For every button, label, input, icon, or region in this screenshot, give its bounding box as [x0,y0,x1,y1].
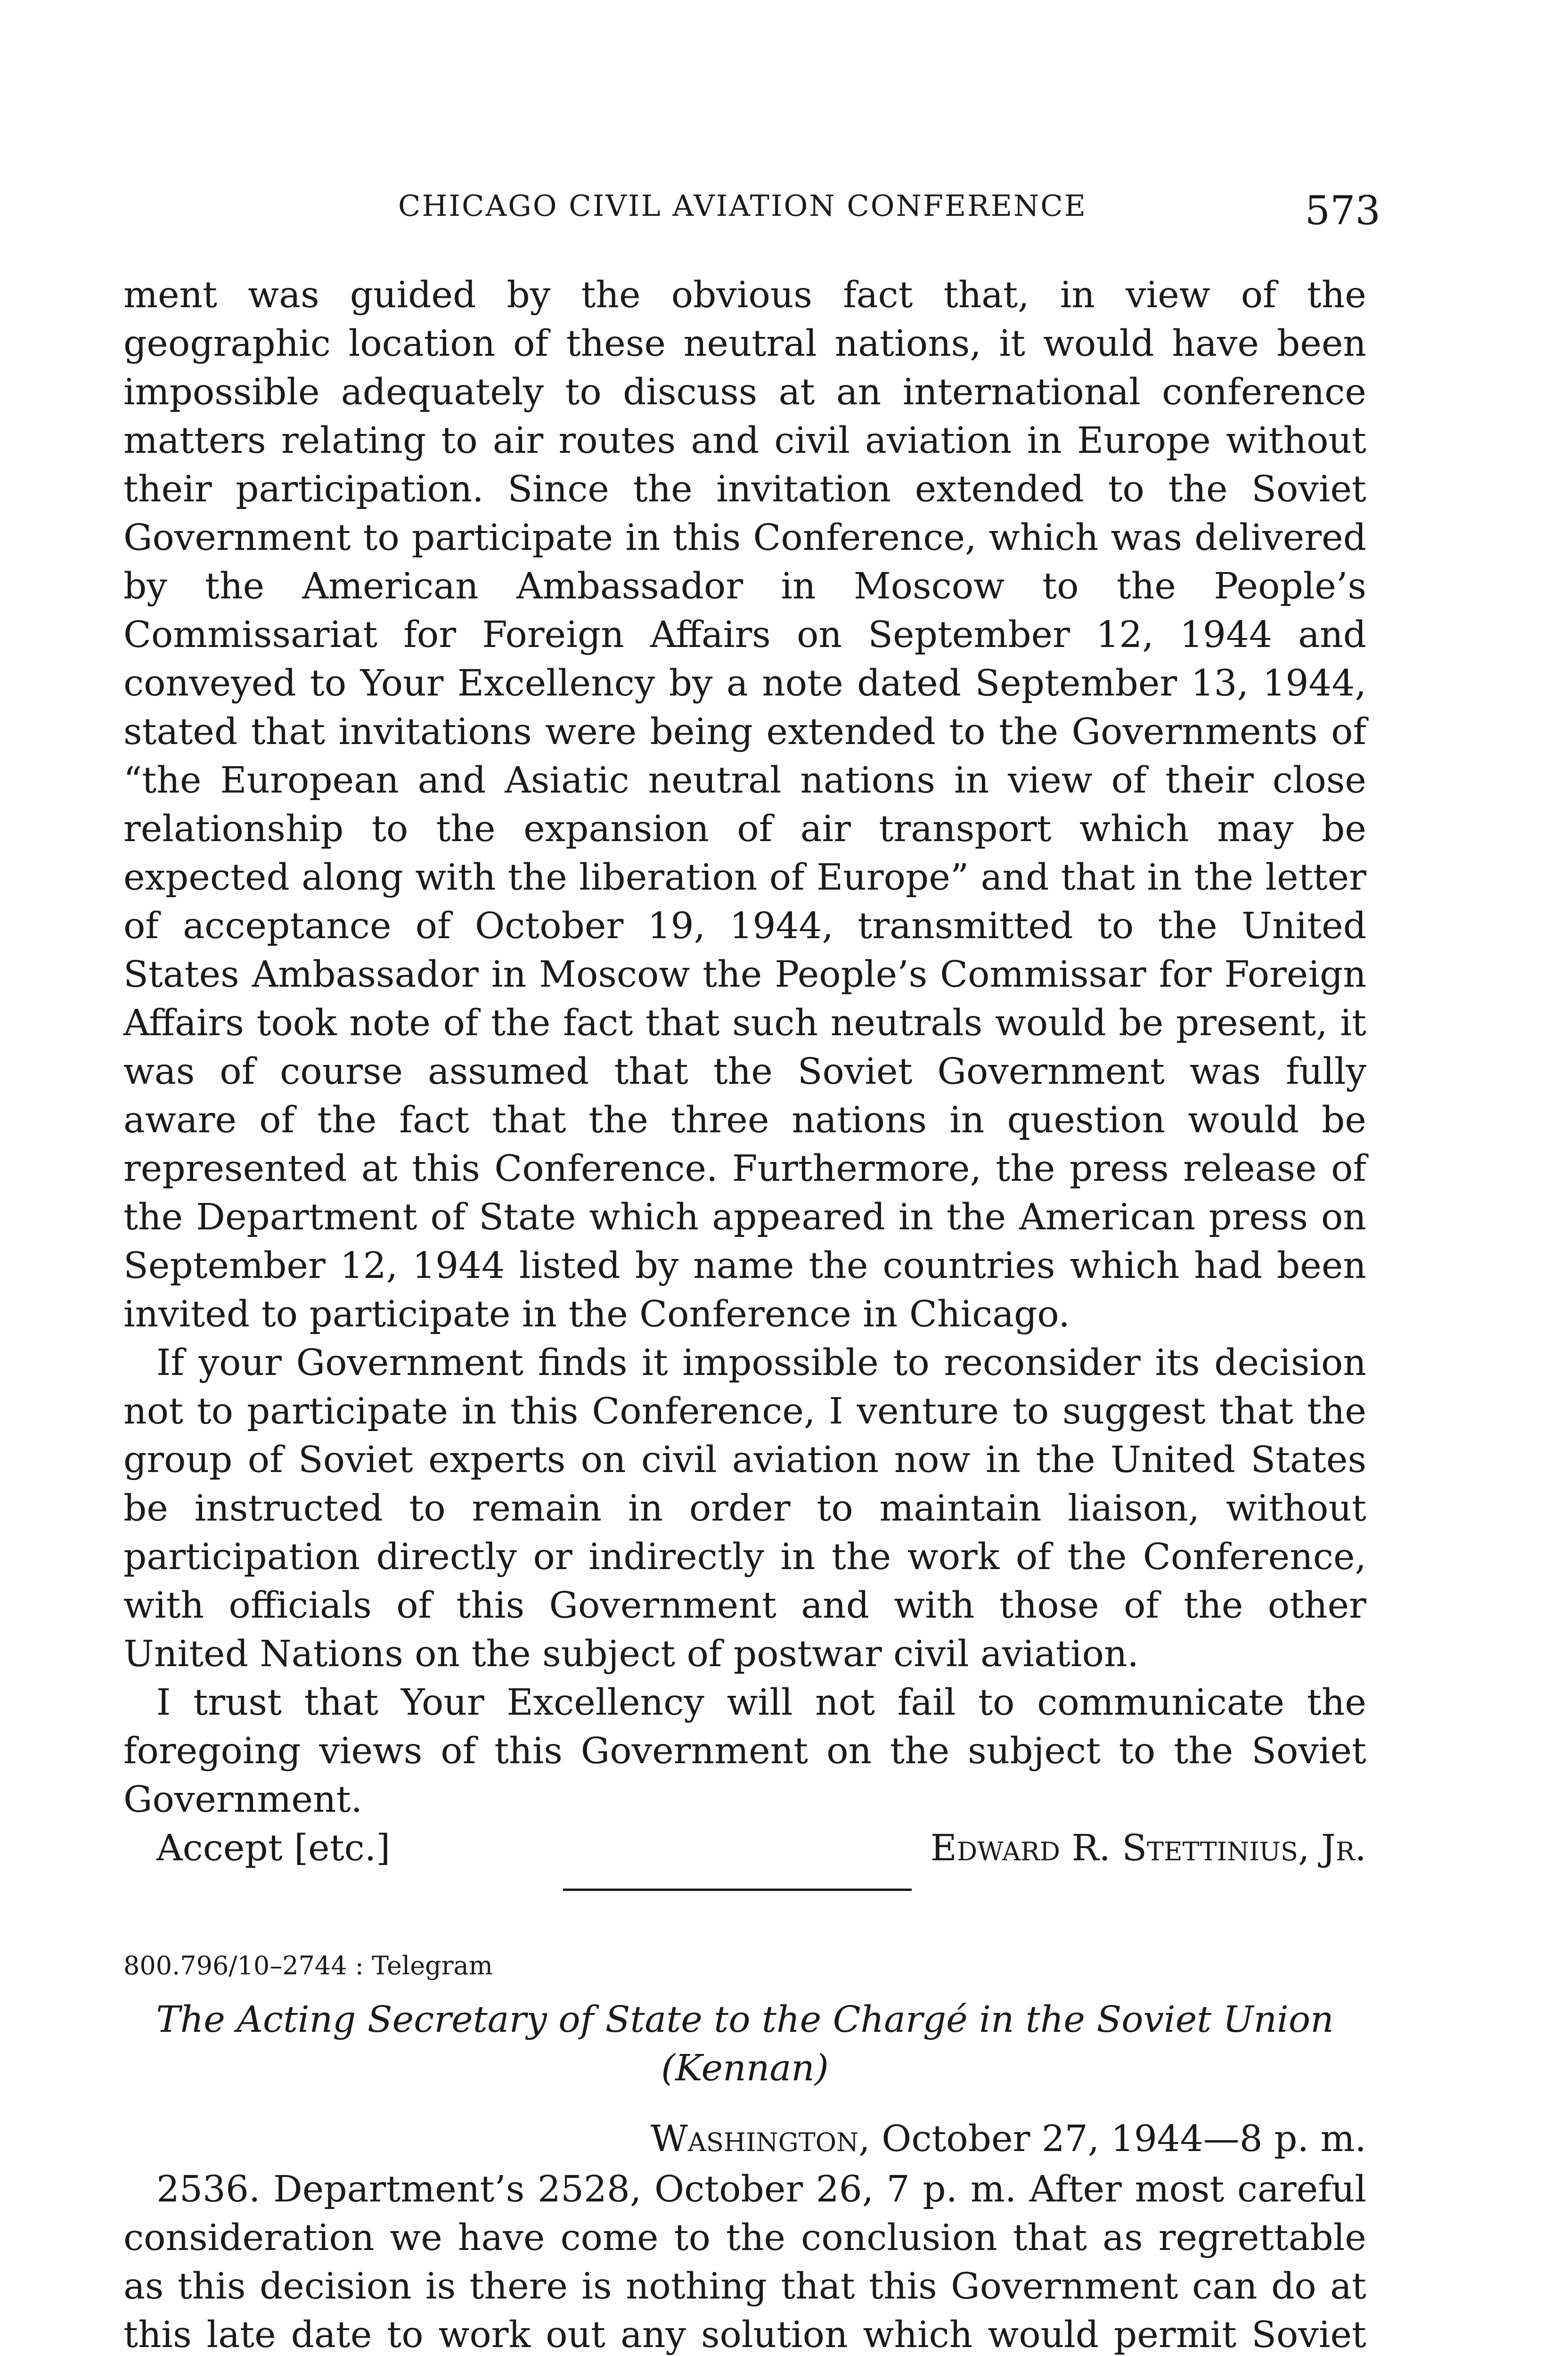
letter-paragraph-1: ment was guided by the obvious fact that, in view of the geographic location of these neutral nations, it would have been impossible adequately to discuss at an international conference matters relating to air routes and civil aviation in Europe without their participation. Since the invitation extended to the Soviet Government to participate in this Conference, which was delivered by the American Ambassador in Moscow to the People’s Commissariat for Foreign Affairs on September 12, 1944 and conveyed to Your Excellency by a note dated September 13, 1944, stated that invitations were being extended to the Governments of “the European and Asiatic neutral nations in view of their close relationship to the expansion of air transport which may be expected along with the liberation of Europe” and that in the letter of acceptance of October 19, 1944, transmitted to the United States Ambassador in Moscow the People’s Commissar for Foreign Affairs took note of the fact that such neutrals would be present, it was of course assumed that the Soviet Government was fully aware of the fact that the three nations in question would be represented at this Conference. Furthermore, the press release of the Department of State which appeared in the American press on September 12, 1944 listed by name the countries which had been invited to participate in the Conference in Chicago. [123,274,1366,1335]
dateline [651,2118,1366,2160]
running-header: CHICAGO CIVIL AVIATION CONFERENCE [398,188,1087,223]
document-title: The Acting Secretary of State to the Chargé in the Soviet Union (Kennan) [156,1999,1334,2089]
dateline-place: Washington [650,2118,859,2160]
letter-paragraph-3: I trust that Your Excellency will not fail to communicate the foregoing views of this Government on the subject to the Soviet Government. [123,1682,1366,1821]
page-number: 573 [1305,188,1380,234]
dateline-date: , October 27, 1944—8 p. m. [858,2118,1366,2160]
complimentary-close: Accept [etc.] [156,1827,391,1869]
letter-paragraph-2: If your Government finds it impossible to reconsider its decision not to participate in this Conference, I venture to suggest that the group of Soviet experts on civil aviation now in the United States be instructed to remain in order to maintain liaison, without participation directly or indirectly in the work of the Conference, with officials of this Government and with those of the other United Nations on the subject of postwar civil aviation. [123,1342,1366,1675]
letter-body [123,271,1366,1873]
section-divider [563,1889,912,1891]
telegram-body: 2536. Department’s 2528, October 26, 7 p. m. After most careful consideration we have come to the conclusion that as regrettable as this decision is there is nothing that this Government can do at this late date to work out any solution which would permit Soviet [123,2168,1366,2356]
letter-closing [123,1824,1366,1873]
signature: Edward R. Stettinius, Jr. [930,1827,1366,1869]
file-reference: 800.796/10–2744 : Telegram [123,1951,493,1980]
